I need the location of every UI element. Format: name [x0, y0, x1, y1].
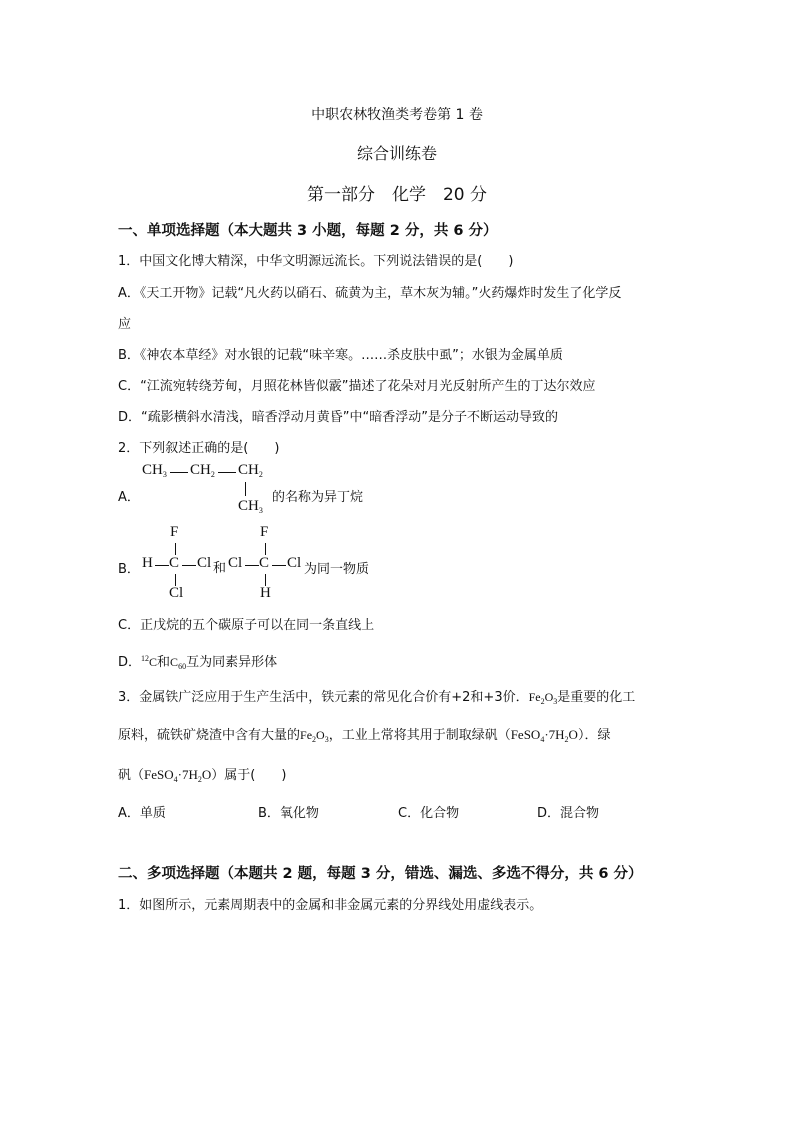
section2-heading: 二、多项选择题（本题共 2 题，每题 3 分，错选、漏选、多选不得分，共 6 分）	[118, 866, 643, 882]
exam-subtitle: 综合训练卷	[356, 144, 437, 163]
q1-option-c: C．“江流宛转绕芳甸，月照花林皆似霰”描述了花朵对月光反射所产生的丁达尔效应	[118, 379, 596, 394]
q3-option-b: B．氧化物	[258, 806, 319, 821]
q1-option-b: B．《神农本草经》对水银的记载“味辛寒。……杀皮肤中虱”；水银为金属单质	[118, 348, 563, 363]
q3-option-a: A．单质	[118, 806, 166, 821]
q2-option-b-structure: F H C Cl Cl 和 F Cl C Cl H	[142, 524, 302, 601]
q2-option-a-label: A．	[118, 490, 140, 505]
q3-option-d: D．混合物	[537, 806, 600, 821]
q1-option-a-line2: 应	[118, 317, 132, 332]
q3-line2: 原料，硫铁矿烧渣中含有大量的$Fe_2O_3$，工业上常将其用于制取绿矾$(FeSO_4\cdot 7H_2O)$．绿	[118, 727, 611, 744]
section2-q1: 1．如图所示，元素周期表中的金属和非金属元素的分界线处用虚线表示。	[118, 898, 543, 913]
q2-option-b-label: B．	[118, 562, 140, 577]
q2-option-c: C．正戊烷的五个碳原子可以在同一条直线上	[118, 618, 375, 633]
q1-stem: 1．中国文化博大精深，中华文明源远流长。下列说法错误的是( )	[118, 254, 514, 269]
q3-line1: 3．金属铁广泛应用于生产生活中，铁元素的常见化合价有+2和+3价．$Fe_2O_3$是重要的化工	[118, 690, 636, 706]
q2-option-d: D．$^{12}$C和$C_{60}$互为同素异形体	[118, 654, 278, 671]
q2-option-b-text: 为同一物质	[304, 562, 370, 577]
q1-option-d: D．“疏影横斜水清浅，暗香浮动月黄昏”中“暗香浮动”是分子不断运动导致的	[118, 410, 558, 425]
section1-heading: 一、单项选择题（本大题共 3 小题，每题 2 分，共 6 分）	[118, 223, 498, 239]
part-title: 第一部分 化学 20 分	[306, 185, 488, 205]
q2-stem: 2．下列叙述正确的是( )	[118, 441, 280, 456]
q3-line3: 矾$(FeSO_4\cdot 7H_2O)$属于( )	[118, 767, 287, 784]
q2-option-a-structure: $CH_3$ $CH_2$ $CH_2$ $CH_3$	[142, 462, 263, 515]
exam-title: 中职农林牧渔类考卷第 1 卷	[311, 107, 483, 123]
q3-option-c: C．化合物	[398, 806, 460, 821]
q1-option-a-line1: A．《天工开物》记载“凡火药以硝石、硫黄为主，草木灰为辅。”火药爆炸时发生了化学反	[118, 286, 622, 301]
q2-option-a-text: 的名称为异丁烷	[272, 490, 364, 505]
